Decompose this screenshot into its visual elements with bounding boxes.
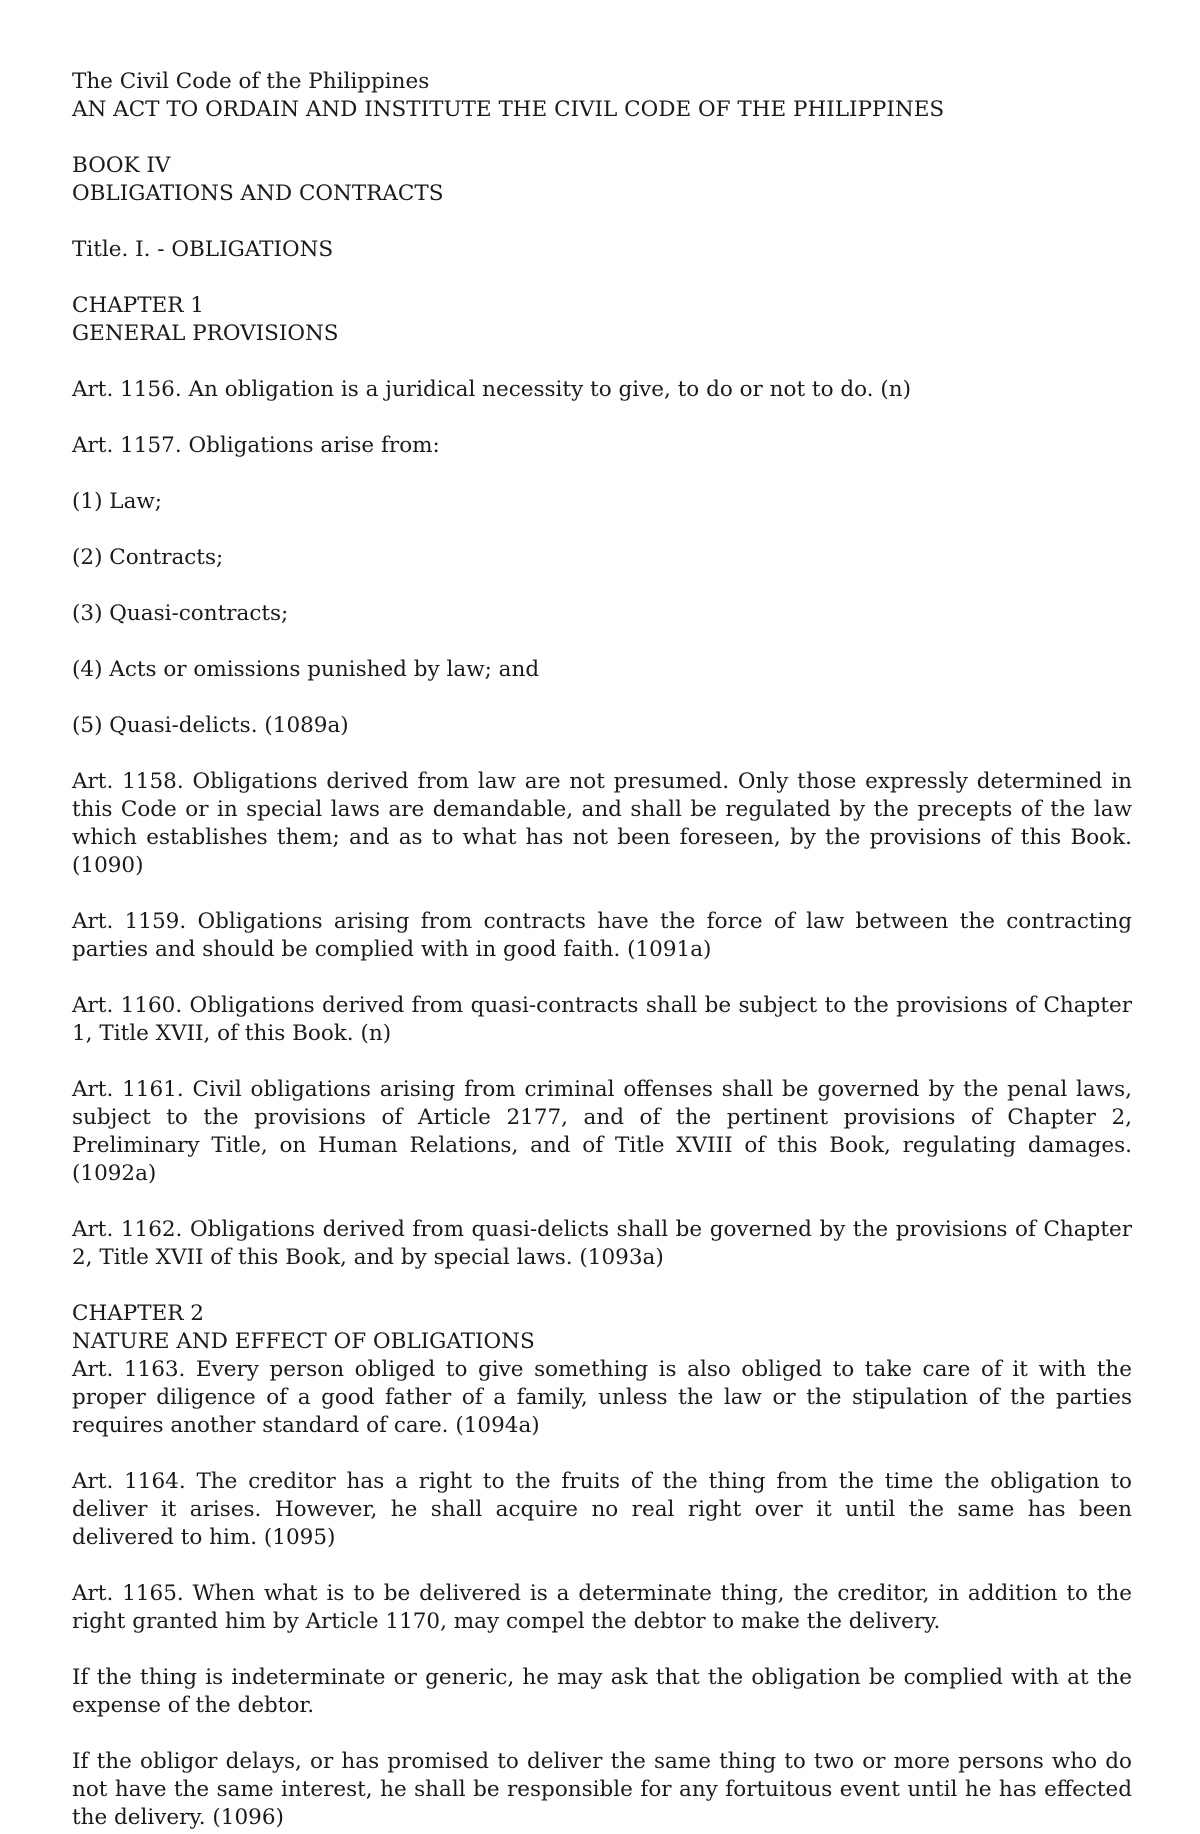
chapter-2-number: CHAPTER 2 xyxy=(72,1301,204,1326)
article-1165-paragraph-2: If the thing is indeterminate or generic, he may ask that the obligation be complied with at the expense of the debtor. xyxy=(72,1665,1132,1718)
document-title: The Civil Code of the Philippines xyxy=(72,69,430,94)
list-item: (1) Law; xyxy=(72,489,163,514)
chapter-2-name: NATURE AND EFFECT OF OBLIGATIONS xyxy=(72,1329,535,1354)
article-1158: Art. 1158. Obligations derived from law are not presumed. Only those expressly determined in this Code or in special laws are demandable, and shall be regulated by the precepts of the law which establishes them; and as to what has not been foreseen, by the provisions of this Book. (1090) xyxy=(72,769,1132,878)
article-1164: Art. 1164. The creditor has a right to the fruits of the thing from the time the obligation to deliver it arises. However, he shall acquire no real right over it until the same has been delivered to him. (1095) xyxy=(72,1469,1132,1550)
book-name: OBLIGATIONS AND CONTRACTS xyxy=(72,181,444,206)
article-1156: Art. 1156. An obligation is a juridical necessity to give, to do or not to do. (n) xyxy=(72,377,911,402)
list-item: (2) Contracts; xyxy=(72,545,224,570)
article-1163: Art. 1163. Every person obliged to give something is also obliged to take care of it with the proper diligence of a good father of a family, unless the law or the stipulation of the parties requires another standard of care. (1094a) xyxy=(72,1357,1132,1438)
article-1161: Art. 1161. Civil obligations arising from criminal offenses shall be governed by the penal laws, subject to the provisions of Article 2177, and of the pertinent provisions of Chapter 2, Preliminary Title, on Human Relations, and of Title XVIII of this Book, regulating damages. (1092a) xyxy=(72,1077,1132,1186)
article-1162: Art. 1162. Obligations derived from quasi-delicts shall be governed by the provisions of Chapter 2, Title XVII of this Book, and by special laws. (1093a) xyxy=(72,1217,1132,1270)
chapter-1-number: CHAPTER 1 xyxy=(72,293,204,318)
article-1157: Art. 1157. Obligations arise from: xyxy=(72,433,440,458)
list-item: (4) Acts or omissions punished by law; and xyxy=(72,657,540,682)
chapter-1-name: GENERAL PROVISIONS xyxy=(72,321,339,346)
article-1160: Art. 1160. Obligations derived from quasi-contracts shall be subject to the provisions of Chapter 1, Title XVII, of this Book. (n) xyxy=(72,993,1132,1046)
article-1165-paragraph-3: If the obligor delays, or has promised to deliver the same thing to two or more persons who do not have the same interest, he shall be responsible for any fortuitous event until he has effected the delivery. (1096) xyxy=(72,1749,1132,1830)
act-title: AN ACT TO ORDAIN AND INSTITUTE THE CIVIL CODE OF THE PHILIPPINES xyxy=(72,97,945,122)
article-1159: Art. 1159. Obligations arising from contracts have the force of law between the contracting parties and should be complied with in good faith. (1091a) xyxy=(72,909,1132,962)
book-number: BOOK IV xyxy=(72,153,171,178)
list-item: (3) Quasi-contracts; xyxy=(72,601,289,626)
title-heading: Title. I. - OBLIGATIONS xyxy=(72,237,334,262)
document-page xyxy=(72,68,1132,1832)
list-item: (5) Quasi-delicts. (1089a) xyxy=(72,713,349,738)
article-1165: Art. 1165. When what is to be delivered is a determinate thing, the creditor, in addition to the right granted him by Article 1170, may compel the debtor to make the delivery. xyxy=(72,1581,1132,1634)
